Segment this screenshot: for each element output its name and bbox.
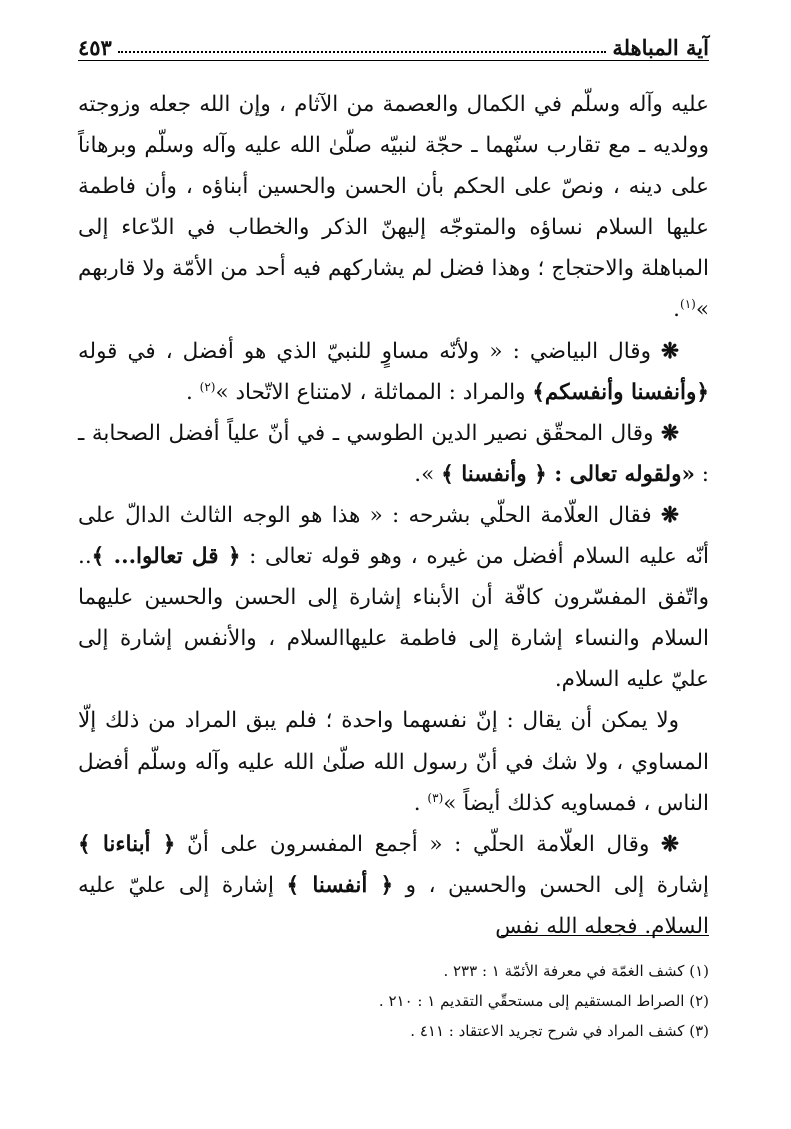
quran-quote: ﴿ أنفسنا ﴾ [286, 872, 394, 898]
footnote-separator [501, 935, 709, 936]
main-text [78, 84, 709, 947]
footnote-ref: (٣) [427, 790, 444, 805]
asterism-icon: ❋ [660, 831, 679, 857]
running-header [78, 30, 709, 61]
quran-quote: «ولقوله تعالى : ﴿ وأنفسنا ﴾ [441, 461, 695, 487]
quran-quote: ﴿ قل تعالوا... ﴾ [91, 544, 241, 570]
footnote-ref: (١) [680, 297, 696, 312]
footnote: (١) كشف الغمّة في معرفة الأئمّة ١ : ٢٣٣ . [443, 962, 709, 980]
asterism-icon: ❋ [660, 338, 679, 364]
paragraph: ❋ فقال العلّامة الحلّي بشرحه : « هذا هو الوجه الثالث الدالّ على أنّه عليه السلام أفضل من غيره ، وهو قوله تعالى : ﴿ قل تعالوا... ﴾.. واتّفق المفسّرون كافّة أن الأبناء إشارة إلى الحسن والحسين عليهما السلام والنساء إشارة إلى فاطمة عليهاالسلام ، والأنفس إشارة إلى عليّ عليه السلام. [78, 502, 709, 693]
paragraph: ولا يمكن أن يقال : إنّ نفسهما واحدة ؛ فلم يبق المراد من ذلك إلّا المساوي ، ولا شك في أنّ رسول الله صلّىٰ الله عليه وآله وسلّم أفضل الناس ، فمساويه كذلك أيضاً »$^{(٣)}$ . [78, 708, 709, 816]
chapter-title: آية المباهلة [612, 35, 709, 60]
paragraph: ❋ وقال البياضي : « ولأنّه مساوٍ للنبيّ الذي هو أفضل ، في قوله ﴿وأنفسنا وأنفسكم﴾ والمراد : المماثلة ، لامتناع الاتّحاد »$^{(٢)}$ . [78, 338, 709, 405]
asterism-icon: ❋ [660, 420, 679, 446]
footnote: (٢) الصراط المستقيم إلى مستحقّي التقديم ١ : ٢١٠ . [378, 992, 709, 1010]
footnote: (٣) كشف المراد في شرح تجريد الاعتقاد : ٤١١ . [410, 1022, 709, 1040]
paragraph: ❋ وقال العلّامة الحلّي : « أجمع المفسرون على أنّ ﴿ أبناءنا ﴾ إشارة إلى الحسن والحسين ، و ﴿ أنفسنا ﴾ إشارة إلى عليّ عليه السلام. فجعله الله نفس [78, 831, 709, 939]
quran-quote: ﴿ أبناءنا ﴾ [78, 831, 176, 857]
quran-quote: ﴿وأنفسنا وأنفسكم﴾ [532, 379, 709, 405]
paragraph: عليه وآله وسلّم في الكمال والعصمة من الآثام ، وإن الله جعله وزوجته وولديه ـ مع تقارب سنّهما ـ حجّة لنبيّه صلّىٰ الله عليه وآله وسلّم وبرهاناً على دينه ، ونصّ على الحكم بأن الحسن والحسين أبناؤه ، وأن فاطمة عليها السلام نساؤه والمتوجّه إليهنّ الذكر والخطاب في الدّعاء إلى المباهلة والاحتجاج ؛ وهذا فضل لم يشاركهم فيه أحد من الأمّة ولا قاربهم »$^{(١)}$. [78, 92, 709, 323]
footnote-ref: (٢) [199, 379, 216, 394]
page-number: ٤٥٣ [78, 35, 112, 60]
footnotes [78, 956, 709, 1046]
leader-dots [118, 51, 607, 53]
paragraph: ❋ وقال المحقّق نصير الدين الطوسي ـ في أنّ علياً أفضل الصحابة ـ : «ولقوله تعالى : ﴿ وأنفسنا ﴾ ». [78, 420, 709, 487]
asterism-icon: ❋ [660, 502, 679, 528]
